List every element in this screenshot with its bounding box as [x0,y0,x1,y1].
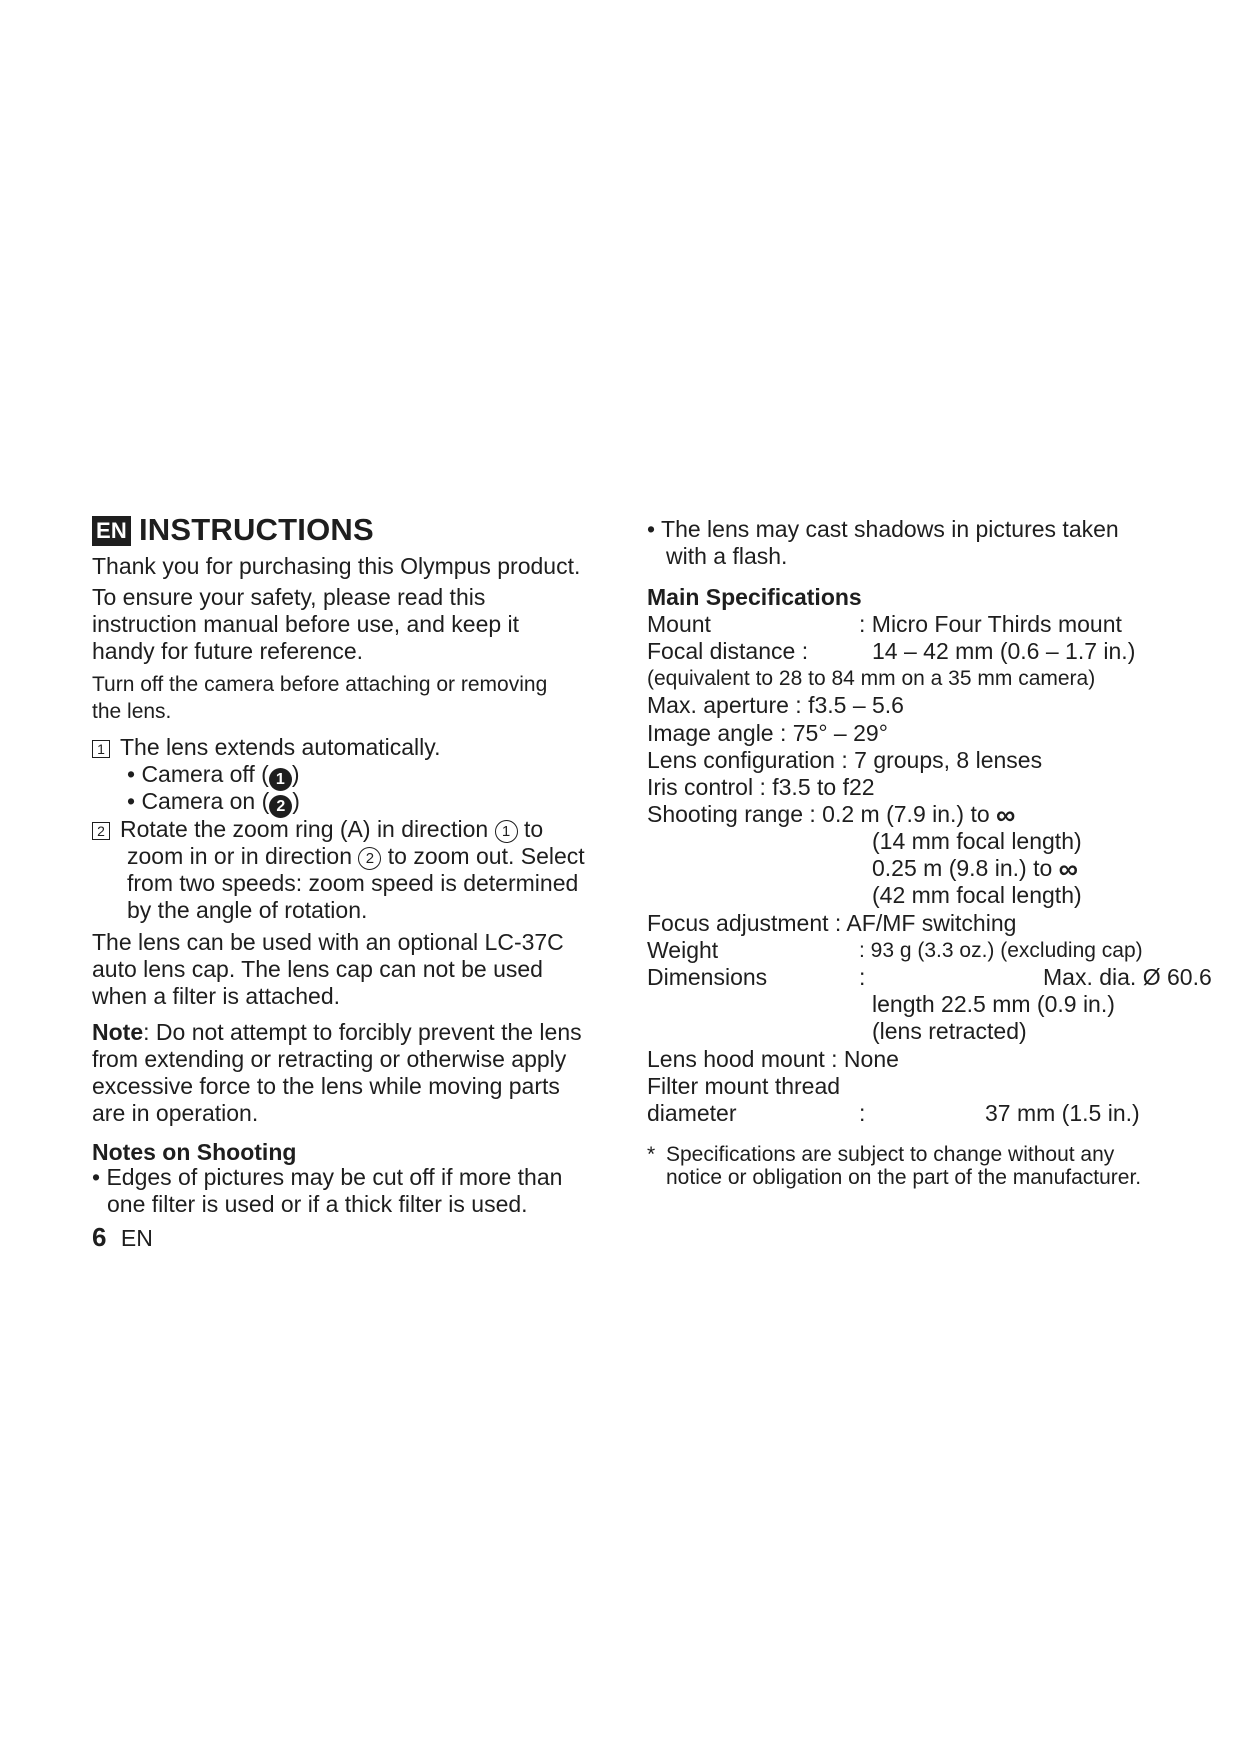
step-2 [92,816,543,843]
spec-focus: Focus adjustment : AF/MF switching [647,910,1017,936]
turnoff-line: Turn off the camera before attaching or removing [92,673,548,696]
camera-off-text: • Camera off ( [127,761,269,787]
direction-1-icon: 1 [495,820,518,843]
camera-on-item [127,788,300,818]
camera-off-item [127,761,300,791]
spec-range-line: (14 mm focal length) [872,828,1082,854]
close-paren: ) [291,761,300,787]
spec-dimensions-value: Max. dia. Ø 60.6 [1043,964,1212,990]
specs-heading: Main Specifications [647,584,862,610]
title-text: INSTRUCTIONS [138,512,374,547]
spec-focal-label: Focal distance : [647,638,809,664]
note-line: from extending or retracting or otherwise apply [92,1046,567,1072]
spec-filter-label: diameter [647,1100,737,1126]
section-title [92,512,374,547]
step-2-text-end: to zoom out. Select [387,843,585,869]
notes-on-shooting-heading: Notes on Shooting [92,1139,297,1165]
marker-1-icon: 1 [269,768,292,791]
shooting-bullet-line: • The lens may cast shadows in pictures taken [647,516,1119,542]
spec-aperture: Max. aperture : f3.5 – 5.6 [647,692,904,718]
intro-safety-line: instruction manual before use, and keep it [92,611,520,637]
page-lang: EN [120,1225,153,1251]
shooting-bullet-line: • Edges of pictures may be cut off if more than [92,1164,563,1190]
spec-angle: Image angle : 75° – 29° [647,720,888,746]
spec-filter-colon: : [859,1100,866,1126]
spec-mount-value: : Micro Four Thirds mount [859,611,1122,637]
infinity-icon: ∞ [996,800,1014,830]
close-paren: ) [292,788,300,814]
spec-weight-value: : 93 g (3.3 oz.) (excluding cap) [859,939,1143,962]
turnoff-line: the lens. [92,700,172,723]
step-1-number: 1 [92,740,110,758]
step-2-line: from two speeds: zoom speed is determined [127,870,579,896]
note-line [92,1019,582,1046]
step-2-text: Rotate the zoom ring (A) in direction [120,816,489,842]
spec-range-text: 0.25 m (9.8 in.) to [872,855,1053,881]
intro-safety-line: handy for future reference. [92,638,364,664]
step-2-text-end: to [523,816,544,842]
spec-mount-label: Mount [647,611,711,637]
spec-config: Lens configuration : 7 groups, 8 lenses [647,747,1043,773]
step-1-text: The lens extends automatically. [120,734,441,760]
note-text: : Do not attempt to forcibly prevent the lens [143,1019,582,1045]
spec-filter-value: 37 mm (1.5 in.) [985,1100,1140,1126]
note-line: excessive force to the lens while moving parts [92,1073,560,1099]
shooting-bullet-line: one filter is used or if a thick filter is used. [107,1191,528,1217]
spec-focal-value: 14 – 42 mm (0.6 – 1.7 in.) [872,638,1136,664]
camera-on-text: • Camera on ( [127,788,270,814]
spec-range-label: Shooting range : 0.2 m (7.9 in.) to [647,801,990,827]
lenscap-line: The lens can be used with an optional LC-37C [92,929,564,955]
spec-range-line [647,801,1013,829]
spec-dimensions-colon: : [859,964,866,990]
step-2-text: zoom in or in direction [127,843,352,869]
disclaimer-asterisk: * [647,1143,656,1166]
marker-2-icon: 2 [269,795,292,818]
page-footer [92,1224,153,1252]
infinity-icon: ∞ [1058,854,1076,884]
lenscap-line: when a filter is attached. [92,983,341,1009]
spec-hood: Lens hood mount : None [647,1046,899,1072]
spec-weight-label: Weight [647,937,719,963]
step-2-line [127,843,585,870]
intro-thanks: Thank you for purchasing this Olympus product. [92,553,581,579]
lenscap-line: auto lens cap. The lens cap can not be used [92,956,543,982]
intro-safety-line: To ensure your safety, please read this [92,584,486,610]
step-2-line: by the angle of rotation. [127,897,368,923]
spec-focal-equiv: (equivalent to 28 to 84 mm on a 35 mm camera) [647,667,1096,690]
spec-range-line [872,855,1076,883]
page-number: 6 [92,1222,107,1252]
spec-iris: Iris control : f3.5 to f22 [647,774,875,800]
step-1 [92,734,440,761]
spec-dimensions-line: (lens retracted) [872,1018,1027,1044]
note-line: are in operation. [92,1100,259,1126]
step-2-number: 2 [92,822,110,840]
direction-2-icon: 2 [358,847,381,870]
spec-dimensions-line: length 22.5 mm (0.9 in.) [872,991,1115,1017]
spec-filter-line: Filter mount thread [647,1073,841,1099]
note-label: Note [92,1019,144,1045]
spec-range-line: (42 mm focal length) [872,882,1082,908]
disclaimer-line: Specifications are subject to change without any [666,1143,1115,1166]
language-badge: EN [92,516,131,546]
disclaimer-line: notice or obligation on the part of the manufacturer. [666,1166,1142,1189]
spec-dimensions-label: Dimensions [647,964,768,990]
shooting-bullet-line: with a flash. [666,543,788,569]
